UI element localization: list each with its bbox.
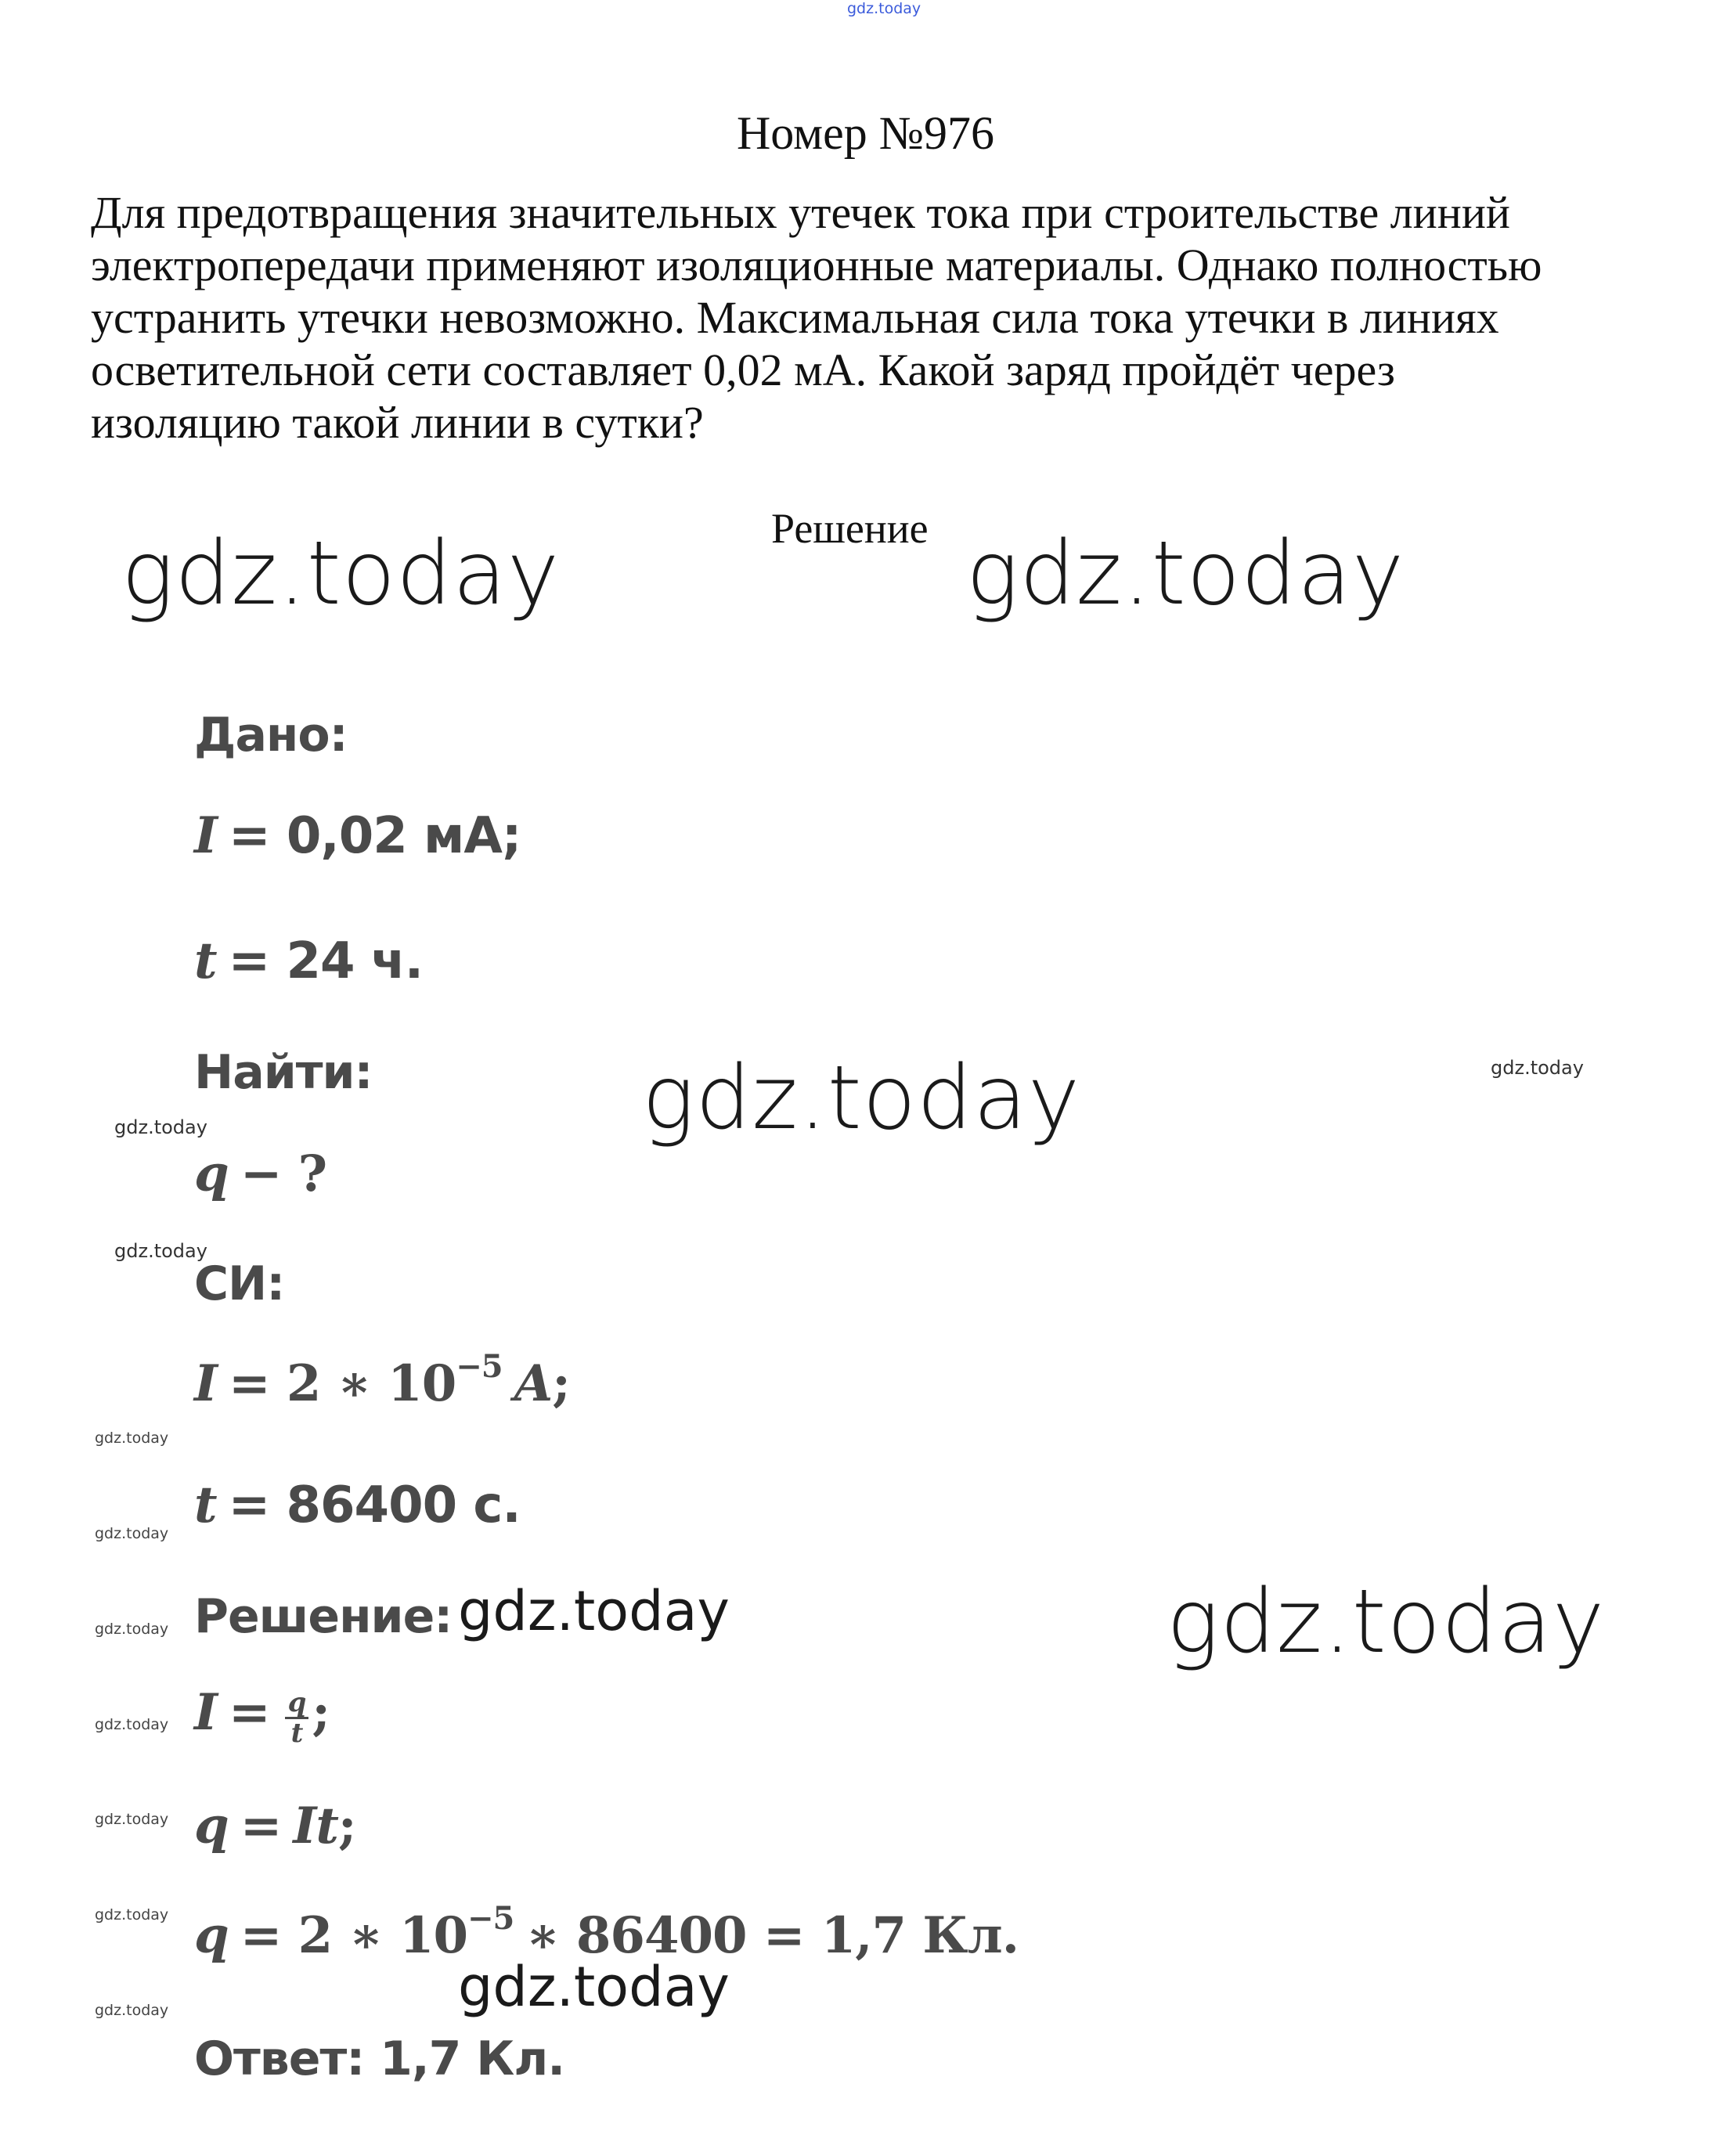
watermark-tiny: gdz.today [95,1906,169,1923]
watermark-large: gdz.today [121,523,561,625]
calculation [194,1900,1019,1965]
problem-line: изоляцию такой линии в сутки? [91,397,704,448]
problem-text [91,186,1657,449]
watermark-small: gdz.today [114,1116,207,1138]
var-q: q [194,1797,229,1855]
formula-charge [194,1797,356,1855]
equation: = 2 ∗ 10 [240,1906,468,1965]
given-current [194,806,521,865]
equals: = [228,1683,270,1742]
value: = 86400 с. [228,1476,521,1534]
formula-current [194,1683,330,1747]
watermark-tiny: gdz.today [95,2002,169,2019]
var-t: t [194,932,217,990]
watermark-tiny: gdz.today [95,1525,169,1542]
result: ∗ 86400 = 1,7 Кл. [525,1906,1019,1965]
solution-heading: Решение [771,505,929,552]
watermark-medium: gdz.today [458,1579,730,1643]
answer: Ответ: 1,7 Кл. [194,2032,565,2086]
problem-line: электропередачи применяют изоляционные материалы. Однако полностью [91,240,1542,290]
problem-line: устранить утечки невозможно. Максимальная сила тока утечки в линиях [91,292,1499,343]
var-i: I [194,1354,217,1413]
semicolon: ; [312,1683,330,1742]
watermark-top: gdz.today [847,0,921,17]
watermark-large: gdz.today [966,523,1405,625]
var-t: t [194,1476,217,1534]
watermark-small: gdz.today [1491,1057,1584,1079]
watermark-small: gdz.today [114,1240,207,1262]
value: = 0,02 мА; [228,807,521,865]
si-current [194,1348,570,1413]
value: = 24 ч. [228,932,424,990]
equals: = [240,1797,282,1855]
denominator: t [290,1717,303,1749]
find-charge [194,1145,326,1203]
solution-label: Решение: [194,1589,453,1644]
exponent: −5 [467,1900,514,1937]
watermark-large: gdz.today [1167,1571,1606,1673]
var-i: I [194,806,217,865]
page-title: Номер №976 [736,107,995,159]
rhs: It [293,1797,338,1855]
si-label: СИ: [194,1256,285,1311]
var-q: q [194,1145,229,1203]
watermark-medium: gdz.today [458,1955,730,2019]
value: − ? [240,1145,327,1203]
numerator: q [285,1689,309,1719]
exponent: −5 [456,1348,503,1385]
find-label: Найти: [194,1045,373,1100]
semicolon: ; [337,1797,356,1855]
unit: A [514,1354,553,1413]
fraction [285,1686,309,1749]
var-i: I [194,1683,217,1742]
watermark-tiny: gdz.today [95,1811,169,1828]
problem-line: осветительной сети составляет 0,02 мА. Какой заряд пройдёт через [91,344,1395,395]
watermark-large: gdz.today [642,1047,1081,1149]
watermark-tiny: gdz.today [95,1430,169,1447]
semicolon: ; [552,1354,570,1413]
problem-line: Для предотвращения значительных утечек тока при строительстве линий [91,187,1510,238]
var-q: q [194,1906,229,1965]
watermark-tiny: gdz.today [95,1621,169,1638]
given-label: Дано: [194,708,348,763]
given-time [194,932,423,990]
si-time [194,1476,521,1534]
watermark-tiny: gdz.today [95,1716,169,1733]
equation: = 2 ∗ 10 [228,1354,456,1413]
